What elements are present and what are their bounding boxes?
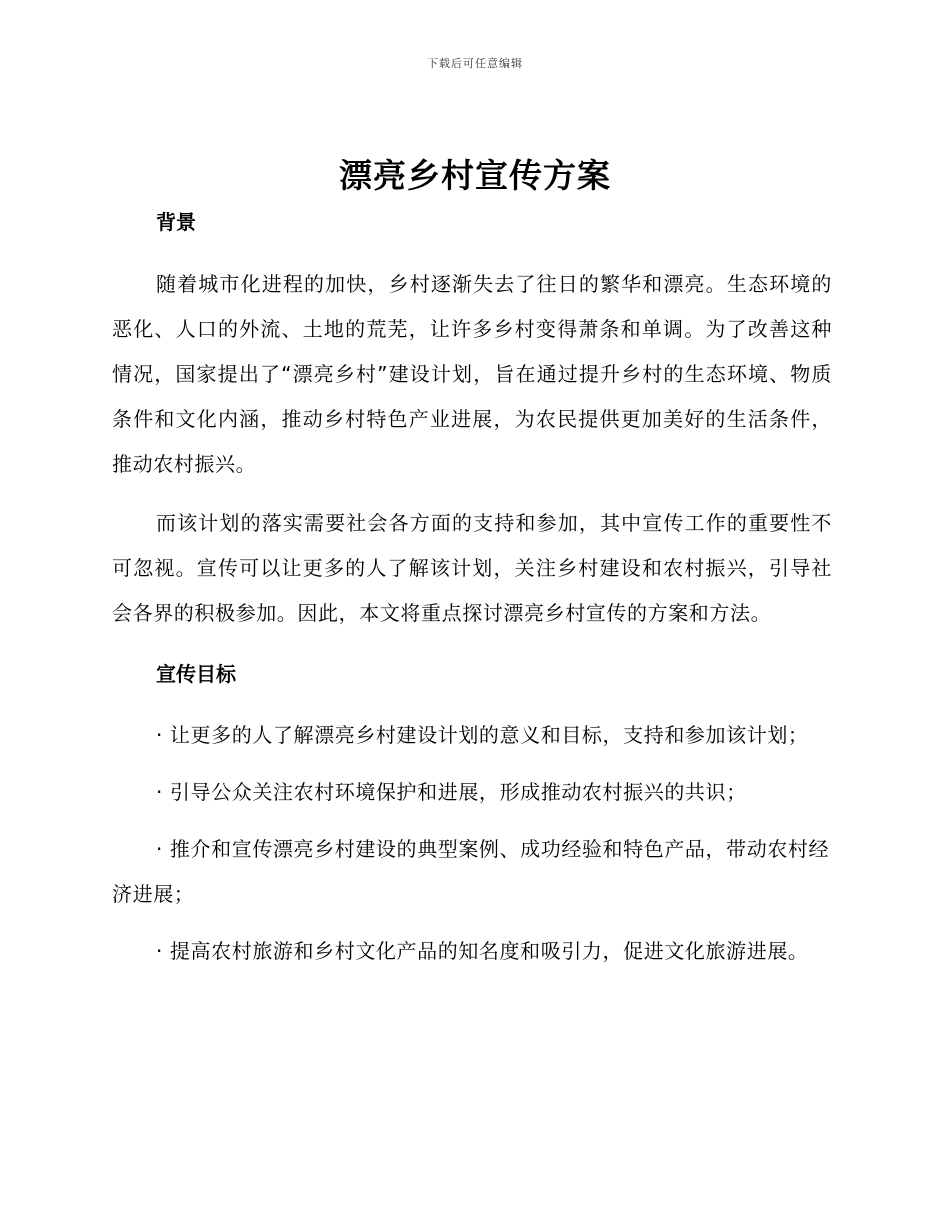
goal-item-3: · 推介和宣传漂亮乡村建设的典型案例、成功经验和特色产品，带动农村经济进展； <box>112 837 830 906</box>
goal-item-4: · 提高农村旅游和乡村文化产品的知名度和吸引力，促进文化旅游进展。 <box>156 939 809 963</box>
section-heading-goals: 宣传目标 <box>156 662 236 686</box>
section-heading-background: 背景 <box>156 210 196 234</box>
document-body <box>112 206 832 974</box>
background-paragraph-1: 随着城市化进程的加快，乡村逐渐失去了往日的繁华和漂亮。生态环境的恶化、人口的外流、土地的荒芜，让许多乡村变得萧条和单调。为了改善这种情况，国家提出了“漂亮乡村”建设计划，旨在通过提升乡村的生态环境、物质条件和文化内涵，推动乡村特色产业进展，为农民提供更加美好的生活条件，推动农村振兴。 <box>112 272 832 476</box>
document-title: 漂亮乡村宣传方案 <box>339 156 611 195</box>
goal-item-2: · 引导公众关注农村环境保护和进展，形成推动农村振兴的共识； <box>156 780 747 804</box>
background-paragraph-2: 而该计划的落实需要社会各方面的支持和参加，其中宣传工作的重要性不可忽视。宣传可以让更多的人了解该计划，关注乡村建设和农村振兴，引导社会各界的积极参加。因此，本文将重点探讨漂亮乡村宣传的方案和方法。 <box>112 511 832 625</box>
goal-item-1: · 让更多的人了解漂亮乡村建设计划的意义和目标，支持和参加该计划； <box>156 723 809 747</box>
goals-list <box>112 713 832 974</box>
header-note: 下载后可任意编辑 <box>427 57 523 70</box>
